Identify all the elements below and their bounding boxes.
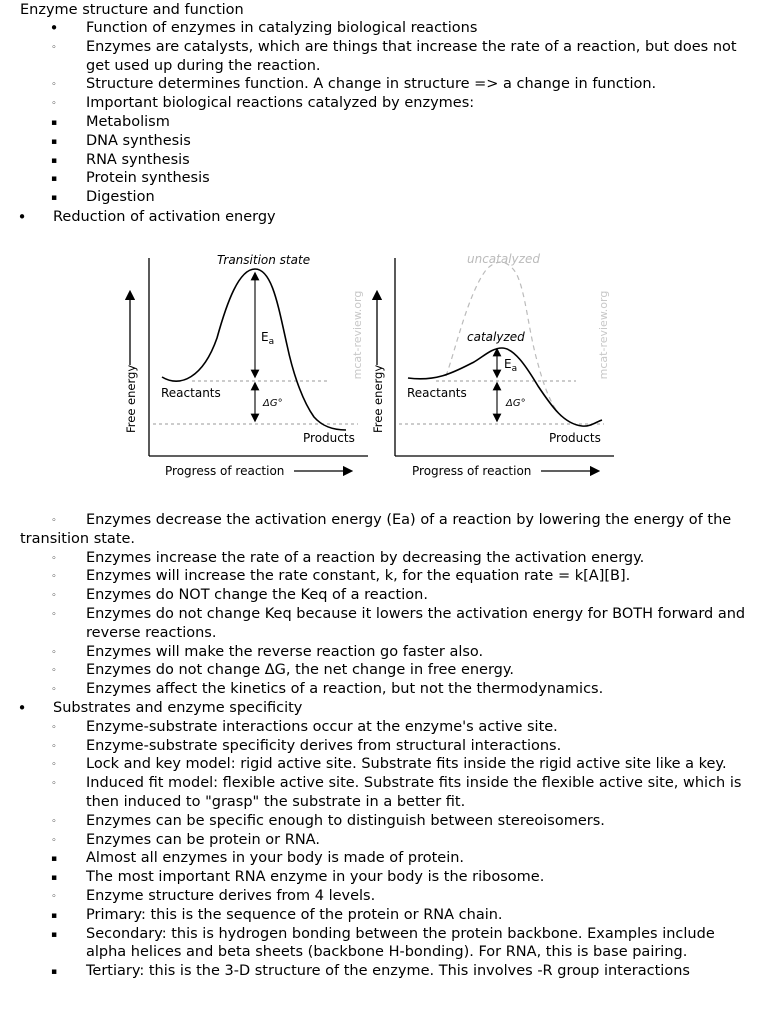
- products-label: Products: [303, 431, 355, 445]
- circle-bullet-icon: ◦: [51, 816, 57, 827]
- list-item: [0, 38, 768, 76]
- list-item: [0, 151, 768, 170]
- list-item-text: RNA synthesis: [86, 151, 190, 168]
- list-item-text: Enzyme structure derives from 4 levels.: [86, 887, 376, 904]
- list-item: [0, 868, 768, 887]
- disc-bullet-icon: •: [17, 698, 27, 717]
- list-item-text: Enzymes will increase the rate constant, k, for the equation rate = k[A][B].: [86, 568, 631, 585]
- reaction-curve: [162, 269, 346, 430]
- enzyme-details-list: [0, 511, 768, 981]
- circle-bullet-icon: ◦: [51, 99, 57, 110]
- list-item-text: Secondary: this is hydrogen bonding between the protein backbone. Examples include alpha helices and beta sheets (backbone H-bonding). For RNA, this is base pairing.: [86, 925, 715, 961]
- list-item-text: Structure determines function. A change in structure => a change in function.: [86, 76, 657, 93]
- circle-bullet-icon: ◦: [51, 666, 57, 677]
- circle-bullet-icon: ◦: [51, 685, 57, 696]
- list-item-text: Digestion: [86, 189, 155, 206]
- list-item-text: Almost all enzymes in your body is made of protein.: [86, 850, 465, 867]
- circle-bullet-icon: ◦: [51, 572, 57, 583]
- list-item-text: Metabolism: [86, 113, 170, 130]
- list-item: [0, 737, 768, 756]
- list-item: [0, 94, 768, 113]
- page-title: Enzyme structure and function: [20, 2, 244, 18]
- circle-bullet-icon: ◦: [51, 553, 57, 564]
- list-item-text: Enzymes are catalysts, which are things that increase the rate of a reaction, but does not get used up during the reaction.: [86, 38, 737, 74]
- catalyzed-label: catalyzed: [467, 330, 525, 344]
- circle-bullet-icon: ◦: [51, 891, 57, 902]
- list-item-text: Enzymes decrease the activation energy (Ea) of a reaction by lowering the energy of the transition state.: [20, 512, 732, 547]
- square-bullet-icon: ▪: [50, 854, 58, 865]
- list-item: [0, 549, 768, 568]
- list-item-text: DNA synthesis: [86, 132, 191, 149]
- list-item: [0, 849, 768, 868]
- list-item: [0, 19, 768, 38]
- list-item-text: Reduction of activation energy: [53, 209, 276, 225]
- list-item: [0, 605, 768, 643]
- circle-bullet-icon: ◦: [51, 722, 57, 733]
- list-item-text: Enzyme-substrate specificity derives from structural interactions.: [86, 737, 562, 754]
- list-item: [0, 567, 768, 586]
- list-item: [0, 925, 768, 963]
- list-item-text: Induced fit model: flexible active site. Substrate fits inside the flexible active site, which is then induced to "grasp" the substrate in a better fit.: [86, 775, 742, 810]
- transition-state-label: Transition state: [217, 253, 311, 267]
- disc-bullet-icon: •: [17, 208, 27, 226]
- delta-g-label: ΔG°: [506, 398, 526, 409]
- list-item: [0, 75, 768, 94]
- reactants-label: Reactants: [407, 386, 467, 400]
- list-item: [0, 962, 768, 981]
- list-item-text: Lock and key model: rigid active site. Substrate fits inside the rigid active site like a key.: [86, 756, 727, 773]
- circle-bullet-icon: ◦: [51, 741, 57, 752]
- list-item-text: Important biological reactions catalyzed by enzymes:: [86, 95, 475, 112]
- list-item-text: Enzymes do NOT change the Keq of a reaction.: [86, 587, 428, 604]
- square-bullet-icon: ▪: [50, 174, 58, 185]
- list-item: [0, 511, 768, 549]
- list-item: [0, 661, 768, 680]
- list-item: [0, 812, 768, 831]
- square-bullet-icon: ▪: [50, 910, 58, 921]
- list-item: [0, 906, 768, 925]
- y-axis-label: Free energy: [124, 364, 138, 433]
- list-item-activation-energy: [0, 208, 768, 227]
- list-item: [0, 680, 768, 699]
- y-axis-label: Free energy: [371, 364, 385, 433]
- square-bullet-icon: ▪: [50, 117, 58, 128]
- circle-bullet-icon: ◦: [51, 835, 57, 846]
- ea-label: $E_a$: [261, 330, 275, 347]
- circle-bullet-icon: ◦: [51, 760, 57, 771]
- circle-bullet-icon: ◦: [51, 42, 57, 53]
- list-item-text: Enzymes increase the rate of a reaction by decreasing the activation energy.: [86, 549, 645, 566]
- watermark-text: mcat-review.org: [597, 290, 610, 380]
- list-item-text: The most important RNA enzyme in your body is the ribosome.: [86, 869, 545, 886]
- x-axis-label: Progress of reaction: [165, 464, 285, 478]
- disc-bullet-icon: •: [49, 19, 59, 37]
- circle-bullet-icon: ◦: [51, 80, 57, 91]
- activation-energy-figure: [118, 240, 628, 490]
- watermark-text: mcat-review.org: [351, 290, 364, 380]
- list-item: [0, 643, 768, 662]
- square-bullet-icon: ▪: [50, 967, 58, 978]
- list-item-text: Function of enzymes in catalyzing biological reactions: [86, 20, 478, 36]
- list-item: [0, 586, 768, 605]
- list-item: [0, 169, 768, 188]
- square-bullet-icon: ▪: [50, 155, 58, 166]
- list-item-text: Enzymes will make the reverse reaction go faster also.: [86, 643, 484, 660]
- catalyzed-panel: [371, 252, 614, 478]
- list-item: [0, 831, 768, 850]
- list-item-text: Enzymes do not change Keq because it lowers the activation energy for BOTH forward and reverse reactions.: [86, 605, 746, 641]
- delta-g-label: ΔG°: [263, 398, 283, 409]
- uncatalyzed-label: uncatalyzed: [467, 252, 540, 266]
- activation-heading-list: [0, 208, 768, 227]
- square-bullet-icon: ▪: [50, 193, 58, 204]
- circle-bullet-icon: ◦: [51, 779, 57, 790]
- circle-bullet-icon: ◦: [51, 591, 57, 602]
- list-item: [0, 132, 768, 151]
- list-item: [0, 887, 768, 906]
- list-item-text: Tertiary: this is the 3-D structure of the enzyme. This involves -R group interactions: [86, 963, 690, 980]
- list-item-text: Enzymes do not change ΔG, the net change in free energy.: [86, 662, 515, 679]
- list-item-text: Substrates and enzyme specificity: [53, 699, 303, 716]
- list-item: [0, 718, 768, 737]
- list-item-text: Protein synthesis: [86, 170, 210, 187]
- circle-bullet-icon: ◦: [51, 647, 57, 658]
- list-item: [0, 113, 768, 132]
- list-item-text: Enzymes affect the kinetics of a reaction, but not the thermodynamics.: [86, 681, 604, 698]
- uncatalyzed-panel: [124, 253, 368, 478]
- list-item: [0, 755, 768, 774]
- square-bullet-icon: ▪: [50, 136, 58, 147]
- list-item-text: Enzyme-substrate interactions occur at the enzyme's active site.: [86, 718, 558, 735]
- enzyme-function-list: [0, 19, 768, 207]
- list-item-text: Primary: this is the sequence of the protein or RNA chain.: [86, 906, 503, 923]
- x-axis-label: Progress of reaction: [412, 464, 532, 478]
- list-item: [0, 774, 768, 812]
- products-label: Products: [549, 431, 601, 445]
- list-item: [0, 699, 768, 718]
- ea-label: $E_a$: [504, 357, 518, 374]
- reactants-label: Reactants: [161, 386, 221, 400]
- list-item-text: Enzymes can be specific enough to distinguish between stereoisomers.: [86, 812, 605, 829]
- list-item-text: Enzymes can be protein or RNA.: [86, 831, 320, 848]
- circle-bullet-icon: ◦: [51, 609, 57, 620]
- square-bullet-icon: ▪: [50, 873, 58, 884]
- energy-diagram-svg: [118, 240, 628, 490]
- square-bullet-icon: ▪: [50, 929, 58, 940]
- list-item: [0, 188, 768, 207]
- circle-bullet-icon: ◦: [51, 516, 57, 526]
